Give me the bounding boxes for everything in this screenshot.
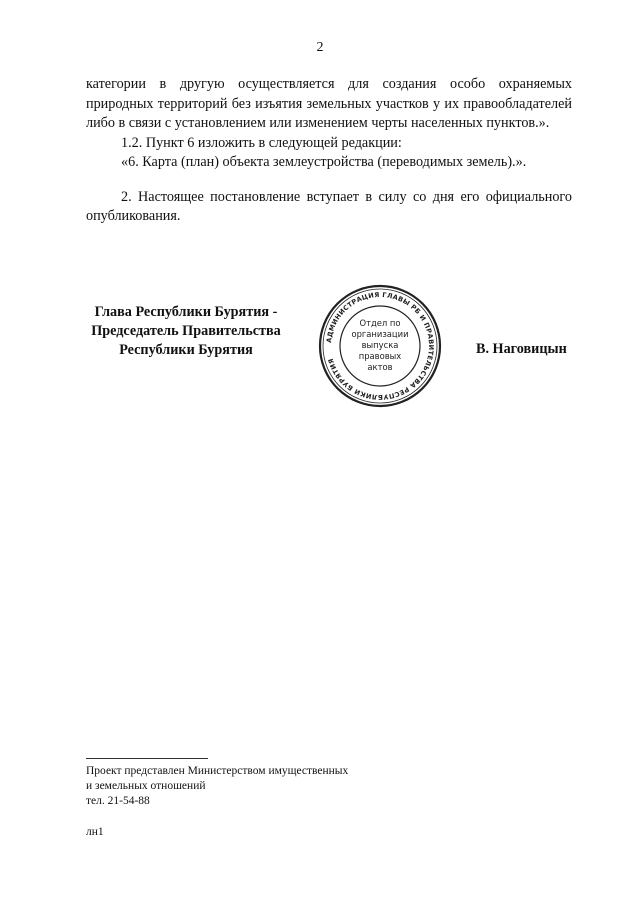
stamp-center-line-4: правовых [358,351,402,361]
stamp-center-line-2: организации [351,329,409,339]
stamp-center-line-3: выпуска [361,340,399,350]
signature-title-line-2: Председатель Правительства [91,323,281,339]
footnote-divider [86,758,208,759]
paragraph-item-1-2: 1.2. Пункт 6 изложить в следующей редакции: [121,134,402,151]
page-number: 2 [316,40,324,55]
paragraph-item-2: 2. Настоящее постановление вступает в силу со дня его официального опубликования. [86,188,572,224]
footnote-phone: тел. 21-54-88 [86,795,150,807]
footnote [86,764,348,809]
signature-title-line-3: Республики Бурятия [119,342,253,358]
footnote-line-2: и земельных отношений [86,780,206,792]
signatory-name: В. Наговицын [476,341,567,357]
official-stamp [318,284,442,408]
stamp-center-line-1: Отдел по [359,318,401,328]
stamp-ring-text: АДМИНИСТРАЦИЯ ГЛАВЫ РБ И ПРАВИТЕЛЬСТВА РЕСПУБЛИКИ БУРЯТИЯ [325,290,436,402]
paragraph-item-6: «6. Карта (план) объекта землеустройства (переводимых земель).». [121,154,527,170]
footnote-line-1: Проект представлен Министерством имущественных [86,765,349,777]
paragraph-continuation: категории в другую осуществляется для создания особо охраняемых природных территорий без изъятия земельных участков у их правообладателей либо в связи с установлением или изменением черты населенных пунктов.». [86,76,572,131]
document-code: лн1 [86,826,104,838]
signature-title [86,303,286,360]
signature-title-line-1: Глава Республики Бурятия - [94,304,278,320]
stamp-center-line-5: актов [367,362,393,372]
document-body [86,75,572,227]
